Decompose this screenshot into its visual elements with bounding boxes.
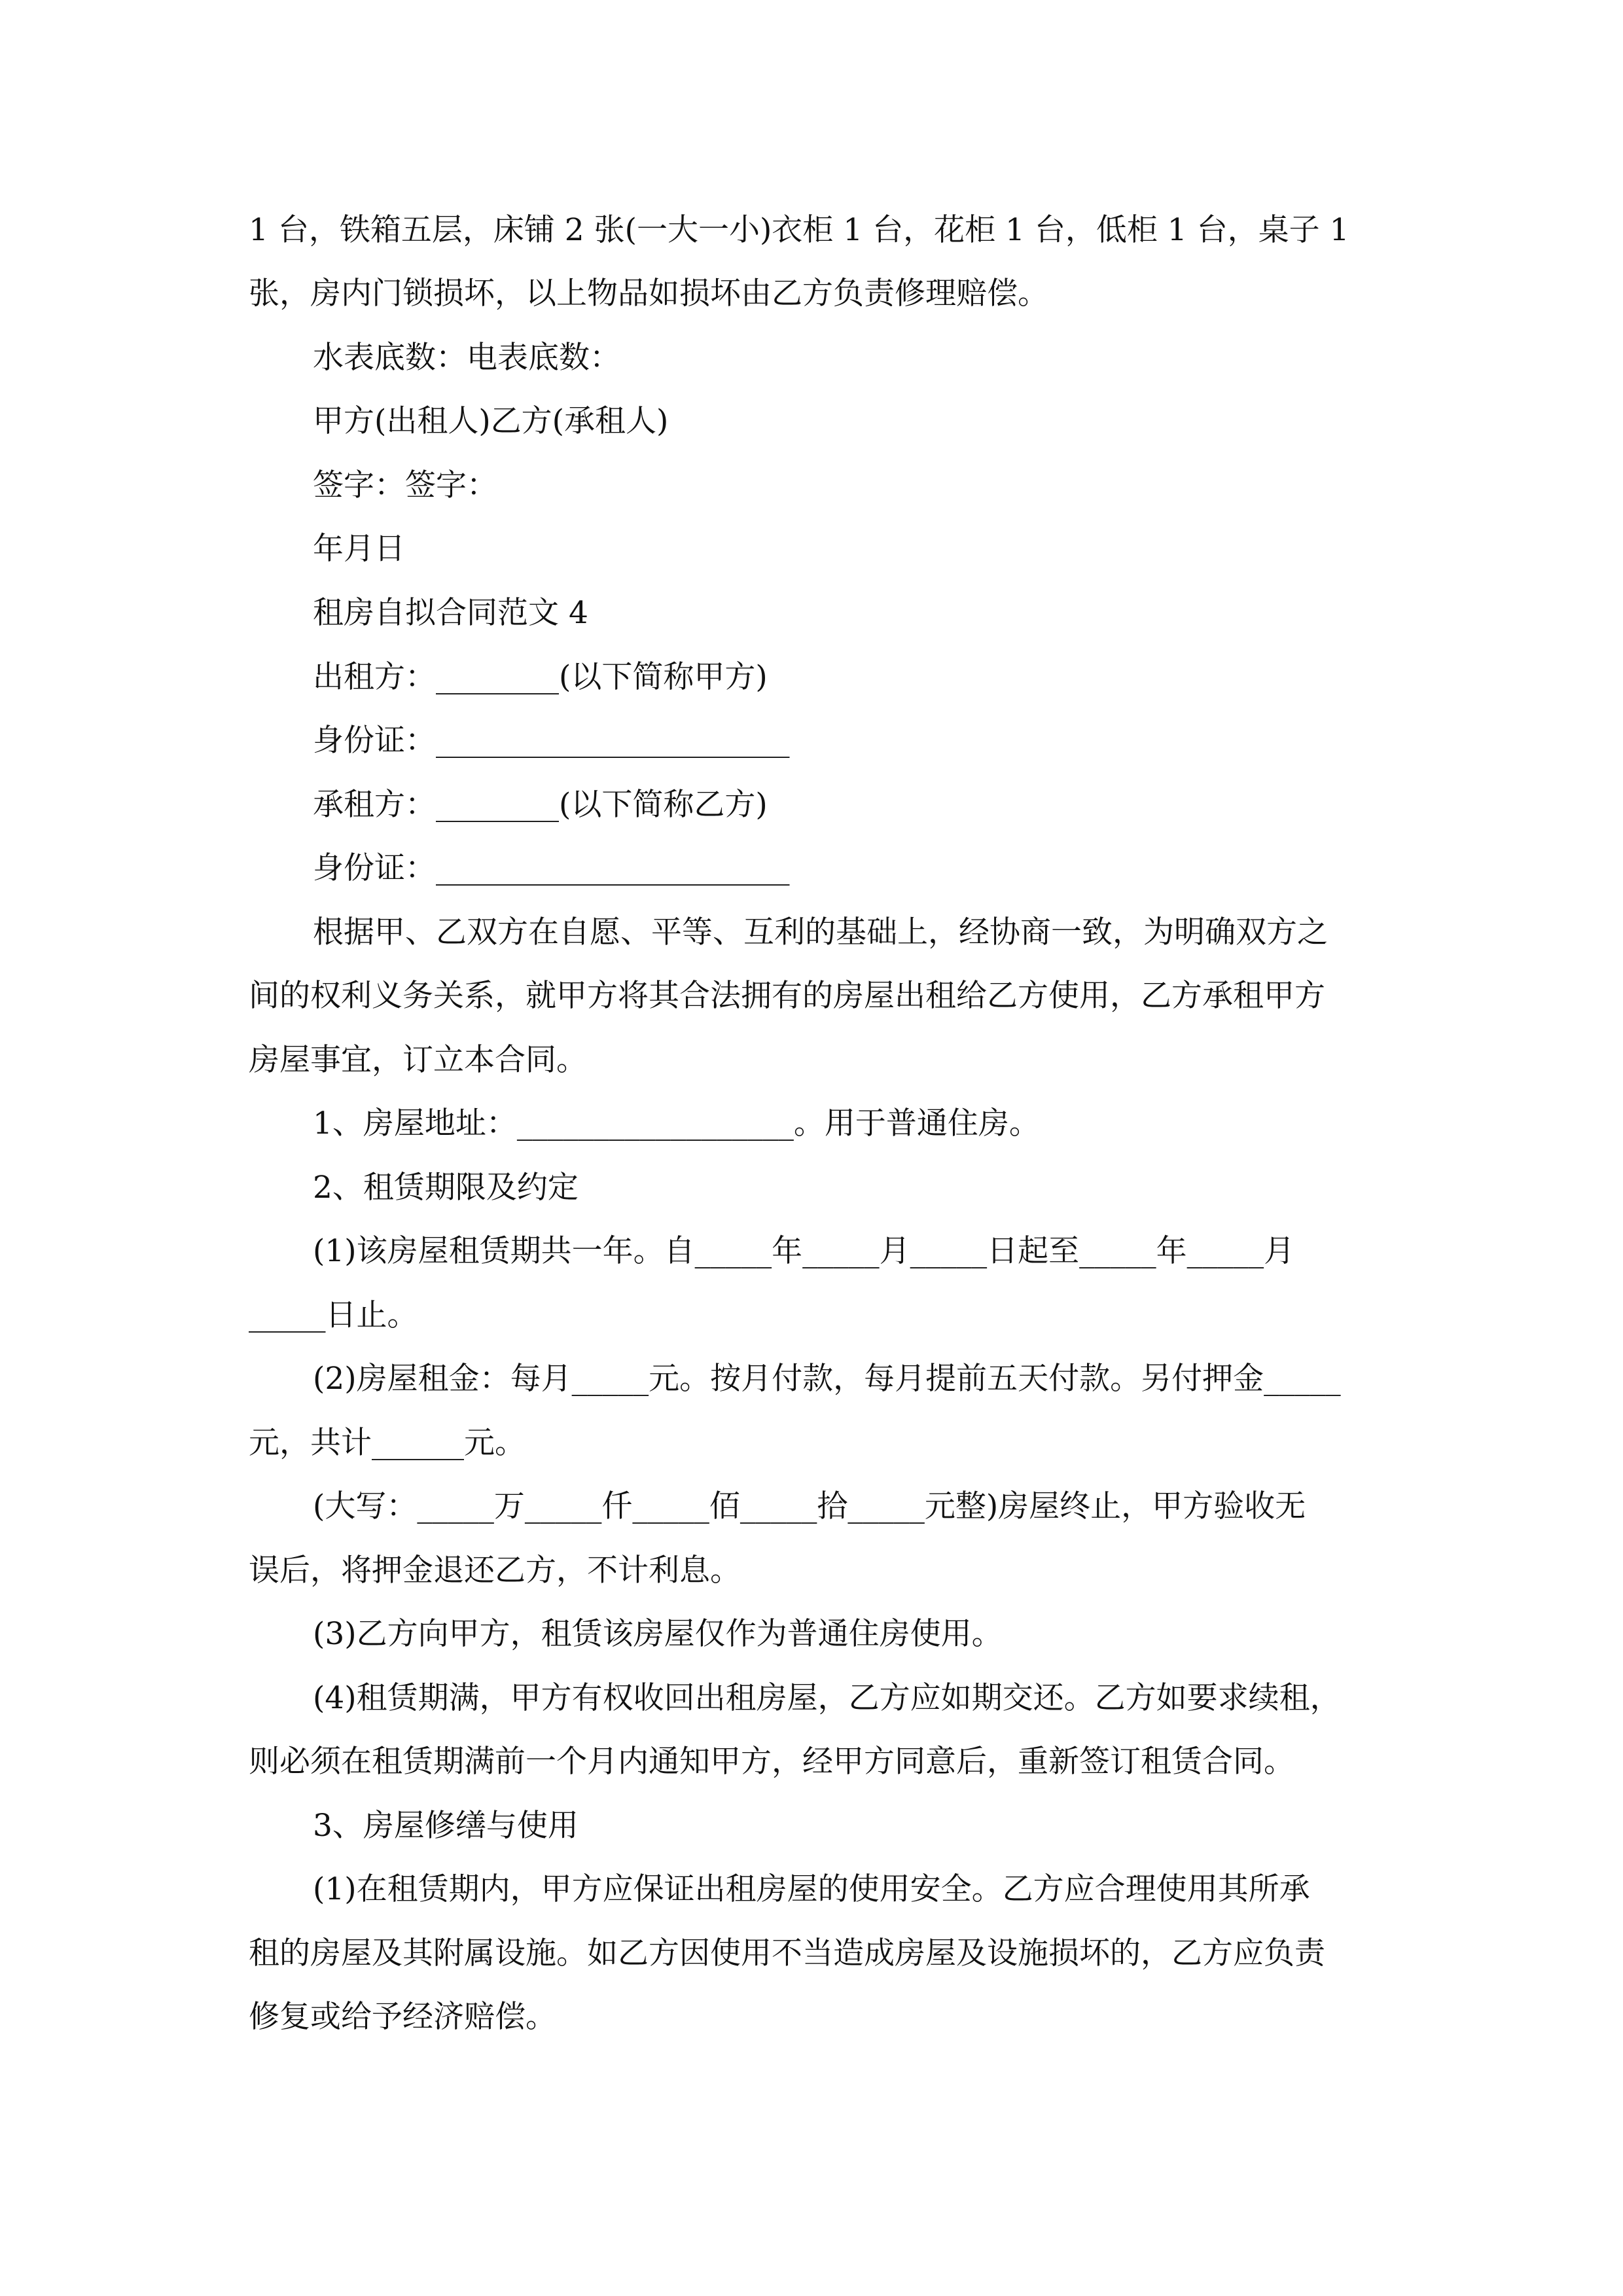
clause-heading: 1、房屋地址：__________________。用于普通住房。 [313, 1105, 1040, 1141]
lessee-line: 承租方：________(以下简称乙方) [313, 787, 768, 823]
body-text-line: (大写：_____万_____仟_____佰_____拾_____元整)房屋终止，甲方验收无 [313, 1488, 1306, 1524]
section-title: 租房自拟合同范文 4 [313, 595, 588, 631]
body-text-line: 根据甲、乙双方在自愿、平等、互利的基础上，经协商一致，为明确双方之 [313, 914, 1328, 950]
clause-heading: 3、房屋修缮与使用 [313, 1808, 579, 1844]
body-text-line: 误后，将押金退还乙方，不计利息。 [249, 1552, 741, 1588]
body-text-line: (1)该房屋租赁期共一年。自_____年_____月_____日起至_____年_____月 [313, 1233, 1295, 1269]
body-text-line: 元，共计______元。 [249, 1425, 526, 1461]
body-text-line: 房屋事宜，订立本合同。 [249, 1042, 587, 1078]
body-text-line: 1 台，铁箱五层，床铺 2 张(一大一小)衣柜 1 台，花柜 1 台，低柜 1 台，桌子 1 [249, 212, 1349, 248]
body-text-line: (3)乙方向甲方，租赁该房屋仅作为普通住房使用。 [313, 1616, 1003, 1652]
body-text-line: (1)在租赁期内，甲方应保证出租房屋的使用安全。乙方应合理使用其所承 [313, 1871, 1310, 1907]
body-text-line: 则必须在租赁期满前一个月内通知甲方，经甲方同意后，重新签订租赁合同。 [249, 1744, 1294, 1780]
lessee-id-line: 身份证：_______________________ [313, 850, 790, 886]
lessor-line: 出租方：________(以下简称甲方) [313, 659, 768, 695]
meter-reading-line: 水表底数：电表底数： [313, 340, 620, 376]
body-text-line: (2)房屋租金：每月_____元。按月付款，每月提前五天付款。另付押金_____ [313, 1361, 1341, 1397]
body-text-line: 修复或给予经济赔偿。 [249, 1999, 556, 2035]
signature-line: 签字：签字： [313, 467, 497, 503]
parties-line: 甲方(出租人)乙方(承租人) [313, 403, 669, 439]
body-text-line: _____日止。 [249, 1297, 418, 1333]
body-text-line: 租的房屋及其附属设施。如乙方因使用不当造成房屋及设施损坏的，乙方应负责 [249, 1935, 1325, 1971]
clause-heading: 2、租赁期限及约定 [313, 1170, 579, 1206]
body-text-line: 间的权利义务关系，就甲方将其合法拥有的房屋出租给乙方使用，乙方承租甲方 [249, 978, 1325, 1014]
date-line: 年月日 [313, 531, 405, 567]
body-text-line: 张，房内门锁损坏，以上物品如损坏由乙方负责修理赔偿。 [249, 276, 1048, 312]
body-text-line: (4)租赁期满，甲方有权收回出租房屋，乙方应如期交还。乙方如要求续租， [313, 1680, 1341, 1716]
lessor-id-line: 身份证：_______________________ [313, 723, 790, 759]
